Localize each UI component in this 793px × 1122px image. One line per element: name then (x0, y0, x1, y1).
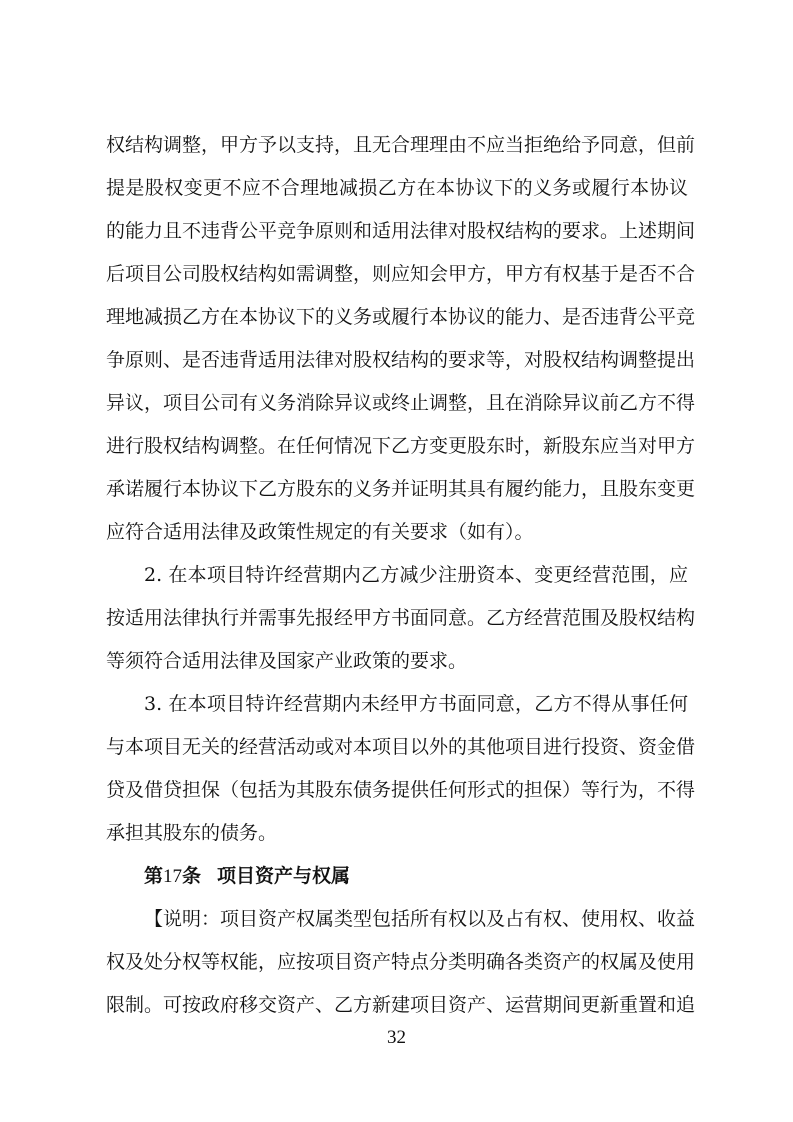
text-line: 2. 在本项目特许经营期内乙方减少注册资本、变更经营范围，应 (144, 564, 688, 586)
text-line: 按适用法律执行并需事先报经甲方书面同意。乙方经营范围及股权结构 (106, 607, 696, 629)
text-line: 应符合适用法律及政策性规定的有关要求（如有）。 (106, 521, 534, 543)
text-line: 异议，项目公司有义务消除异议或终止调整，且在消除异议前乙方不得 (106, 392, 696, 414)
text-line: 权及处分权等权能，应按项目资产特点分类明确各类资产的权属及使用 (106, 951, 696, 973)
text-line: 后项目公司股权结构如需调整，则应知会甲方，甲方有权基于是否不合 (106, 263, 696, 285)
article-prefix: 第 (144, 865, 164, 887)
article-title: 项目资产与权属 (217, 865, 351, 887)
text-line: 与本项目无关的经营活动或对本项目以外的其他项目进行投资、资金借 (106, 736, 696, 758)
article-suffix: 条 (182, 865, 202, 887)
text-line: 理地减损乙方在本协议下的义务或履行本协议的能力、是否违背公平竞 (106, 306, 696, 328)
text-line: 承诺履行本协议下乙方股东的义务并证明其具有履约能力，且股东变更 (106, 478, 696, 500)
text-line: 提是股权变更不应不合理地减损乙方在本协议下的义务或履行本协议 (106, 177, 688, 199)
text-line: 承担其股东的债务。 (106, 822, 278, 844)
text-line: 的能力且不违背公平竞争原则和适用法律对股权结构的要求。上述期间 (106, 220, 696, 242)
page-number: 32 (387, 1027, 406, 1048)
note-paragraph (106, 898, 696, 1027)
article-number: 17 (163, 866, 183, 887)
body-text (106, 124, 696, 1027)
text-line: 贷及借贷担保（包括为其股东债务提供任何形式的担保）等行为，不得 (106, 779, 696, 801)
article-heading (106, 855, 688, 898)
paragraph-2 (106, 554, 696, 683)
text-line: 【说明：项目资产权属类型包括所有权以及占有权、使用权、收益 (144, 908, 696, 930)
text-line: 进行股权结构调整。在任何情况下乙方变更股东时，新股东应当对甲方 (106, 435, 696, 457)
text-line: 限制。可按政府移交资产、乙方新建项目资产、运营期间更新重置和追 (106, 994, 696, 1016)
text-line: 等须符合适用法律及国家产业政策的要求。 (106, 650, 468, 672)
text-line: 争原则、是否违背适用法律对股权结构的要求等，对股权结构调整提出 (106, 349, 696, 371)
text-line: 3. 在本项目特许经营期内未经甲方书面同意，乙方不得从事任何 (144, 693, 688, 715)
paragraph-3 (106, 683, 696, 855)
text-line: 权结构调整，甲方予以支持，且无合理理由不应当拒绝给予同意，但前 (106, 134, 696, 156)
paragraph-1 (106, 124, 696, 554)
